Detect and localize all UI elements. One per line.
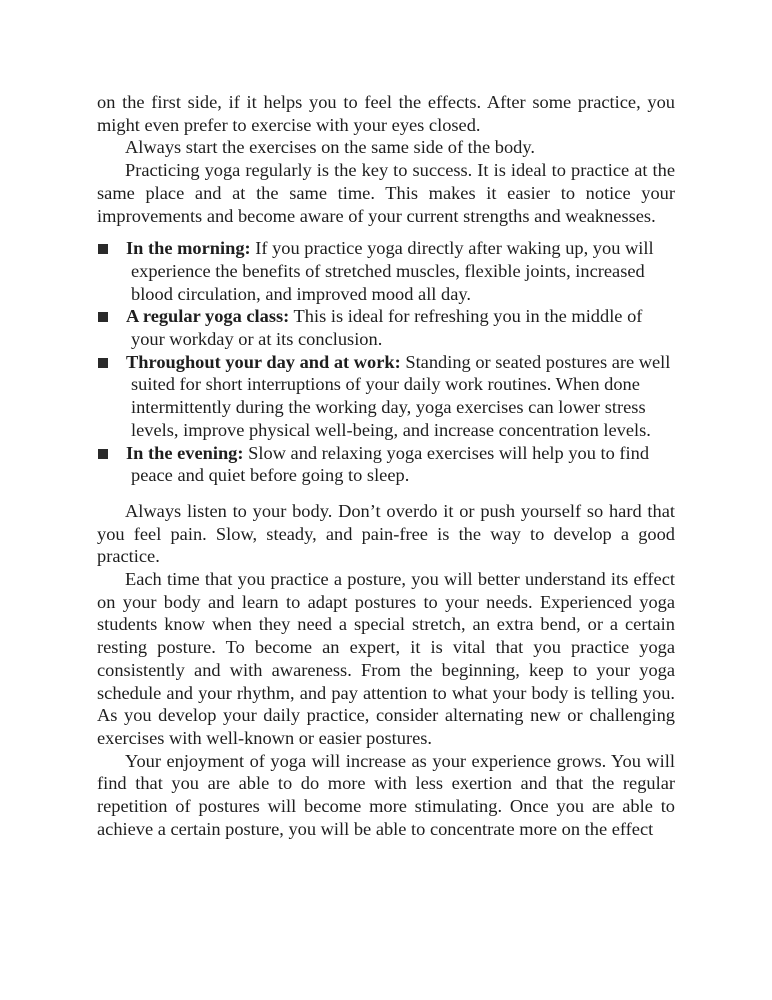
list-item-text: If you practice yoga directly after waking up, you will experience the benefits of stretched muscles, flexible joints, increased blood circulation, and improved mood all day. [131,238,654,304]
list-item-text: Standing or seated postures are well suited for short interruptions of your daily work routines. When done intermittently during the working day, yoga exercises can lower stress levels, improve physical well-being, and increase concentration levels. [131,351,671,440]
paragraph-same-side: Always start the exercises on the same side of the body. [125,137,535,158]
paragraph-enjoyment: Your enjoyment of yoga will increase as your experience grows. You will find that you are able to do more with less exertion and that the regular repetition of postures will become more stimulating. Once you are able to achieve a certain posture, you will be able to concentrate more on the effect [97,750,675,839]
square-bullet-icon [98,358,108,368]
document-page [97,91,675,841]
paragraph-practice-regularly: Practicing yoga regularly is the key to success. It is ideal to practice at the same place and at the same time. This makes it easier to notice your improvements and become aware of your current strengths and weaknesses. [97,160,675,226]
list-item-heading: In the morning: [126,238,251,259]
square-bullet-icon [98,449,108,459]
practice-times-list [97,237,675,487]
square-bullet-icon [98,244,108,254]
list-item-workday [97,351,675,442]
paragraph-continuation: on the first side, if it helps you to feel the effects. After some practice, you might even prefer to exercise with your eyes closed. [97,92,675,135]
list-item-text: This is ideal for refreshing you in the middle of your workday or at its conclusion. [131,306,643,350]
list-item-morning [97,237,675,305]
list-item-yoga-class [97,305,675,350]
paragraph-each-time: Each time that you practice a posture, you will better understand its effect on your body and learn to adapt postures to your needs. Experienced yoga students know when they need a special stretch, an extra bend, or a certain resting posture. To become an expert, it is vital that you practice yoga consistently and with awareness. From the beginning, keep to your yoga schedule and your rhythm, and pay attention to what your body is telling you. As you develop your daily practice, consider alternating new or challenging exercises with well-known or easier postures. [97,569,675,748]
paragraph-listen-body: Always listen to your body. Don’t overdo it or push yourself so hard that you feel pain. Slow, steady, and pain-free is the way to develop a good practice. [97,500,675,567]
list-item-text: Slow and relaxing yoga exercises will help you to find peace and quiet before going to sleep. [131,442,650,486]
square-bullet-icon [98,312,108,322]
list-item-evening [97,442,675,487]
list-item-heading: A regular yoga class: [126,306,290,327]
list-item-heading: In the evening: [126,442,244,463]
list-item-heading: Throughout your day and at work: [126,351,401,372]
